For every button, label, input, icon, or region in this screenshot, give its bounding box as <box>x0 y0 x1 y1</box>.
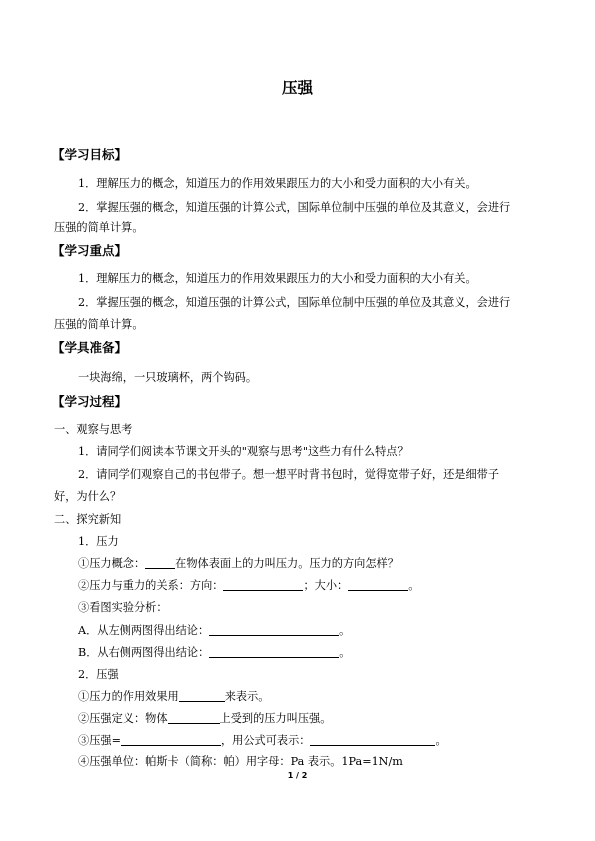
definition-prefix: ②压强定义：物体 <box>78 712 168 725</box>
effect-suffix: 来表示。 <box>224 690 270 703</box>
page-number: 1 / 2 <box>287 771 308 780</box>
pressure-force-title: 1．压力 <box>78 535 119 548</box>
pressure-formula <box>78 734 447 748</box>
key-points-item-2: 2．掌握压强的概念，知道压强的计算公式，国际单位制中压强的单位及其意义，会进行 <box>78 296 511 309</box>
conclusion-a-prefix: A．从左侧两图得出结论： <box>78 624 210 637</box>
part1-item-2: 2．请同学们观察自己的书包带子。想一想平时背书包时，觉得宽带子好，还是细带子 <box>78 468 500 481</box>
effect-blank[interactable] <box>179 690 225 702</box>
conclusion-a-blank[interactable] <box>209 624 339 636</box>
goals-item-2: 2．掌握压强的概念，知道压强的计算公式，国际单位制中压强的单位及其意义，会进行 <box>78 201 511 214</box>
direction-blank[interactable] <box>223 579 303 591</box>
materials-heading: 【学具准备】 <box>52 340 128 355</box>
formula-middle: ，用公式可表示： <box>220 734 311 747</box>
pressure-unit: ④压强单位：帕斯卡（简称：帕）用字母：Pa 表示。1Pa=1N/m <box>78 755 403 768</box>
goals-heading: 【学习目标】 <box>52 147 128 162</box>
experiment-analysis: ③看图实验分析： <box>78 601 168 614</box>
page-title: 压强 <box>281 79 313 97</box>
pressure-gravity-relation <box>78 579 419 593</box>
concept-prefix: ①压力概念： <box>78 557 146 570</box>
part1-title: 一、观察与思考 <box>54 423 133 436</box>
goals-item-1: 1．理解压力的概念，知道压力的作用效果跟压力的大小和受力面积的大小有关。 <box>78 177 477 190</box>
relation-suffix: 。 <box>408 579 420 592</box>
key-points-item-2-cont: 压强的简单计算。 <box>54 318 144 331</box>
pressure-definition <box>78 712 331 726</box>
magnitude-blank[interactable] <box>348 579 408 591</box>
definition-suffix: 上受到的压力叫压强。 <box>219 712 332 725</box>
relation-prefix: ②压力与重力的关系：方向： <box>78 579 224 592</box>
process-heading: 【学习过程】 <box>52 394 128 409</box>
formula-blank-2[interactable] <box>310 734 435 746</box>
formula-blank-1[interactable] <box>121 734 221 746</box>
goals-item-2-cont: 压强的简单计算。 <box>54 221 144 234</box>
key-points-item-1: 1．理解压力的概念，知道压力的作用效果跟压力的大小和受力面积的大小有关。 <box>78 272 477 285</box>
materials-text: 一块海绵，一只玻璃杯，两个钩码。 <box>78 371 258 384</box>
conclusion-b-suffix: 。 <box>339 646 351 659</box>
pressure-title: 2．压强 <box>78 668 119 681</box>
conclusion-b <box>78 646 351 660</box>
relation-middle: ；大小： <box>303 579 349 592</box>
part2-title: 二、探究新知 <box>54 513 122 526</box>
key-points-heading: 【学习重点】 <box>52 243 128 258</box>
conclusion-a <box>78 624 350 638</box>
formula-prefix: ③压强= <box>78 734 121 747</box>
pressure-effect <box>78 690 269 704</box>
effect-prefix: ①压力的作用效果用 <box>78 690 179 703</box>
definition-blank[interactable] <box>168 712 220 724</box>
conclusion-a-suffix: 。 <box>339 624 351 637</box>
pressure-force-concept <box>78 557 399 571</box>
concept-blank[interactable] <box>145 557 175 569</box>
formula-suffix: 。 <box>435 734 447 747</box>
part1-item-1: 1．请同学们阅读本节课文开头的"观察与思考"这些力有什么特点？ <box>78 445 409 458</box>
conclusion-b-blank[interactable] <box>209 646 339 658</box>
part1-item-2-cont: 好，为什么？ <box>54 490 122 503</box>
concept-suffix: 在物体表面上的力叫压力。压力的方向怎样？ <box>175 557 399 570</box>
conclusion-b-prefix: B．从右侧两图得出结论： <box>78 646 210 659</box>
